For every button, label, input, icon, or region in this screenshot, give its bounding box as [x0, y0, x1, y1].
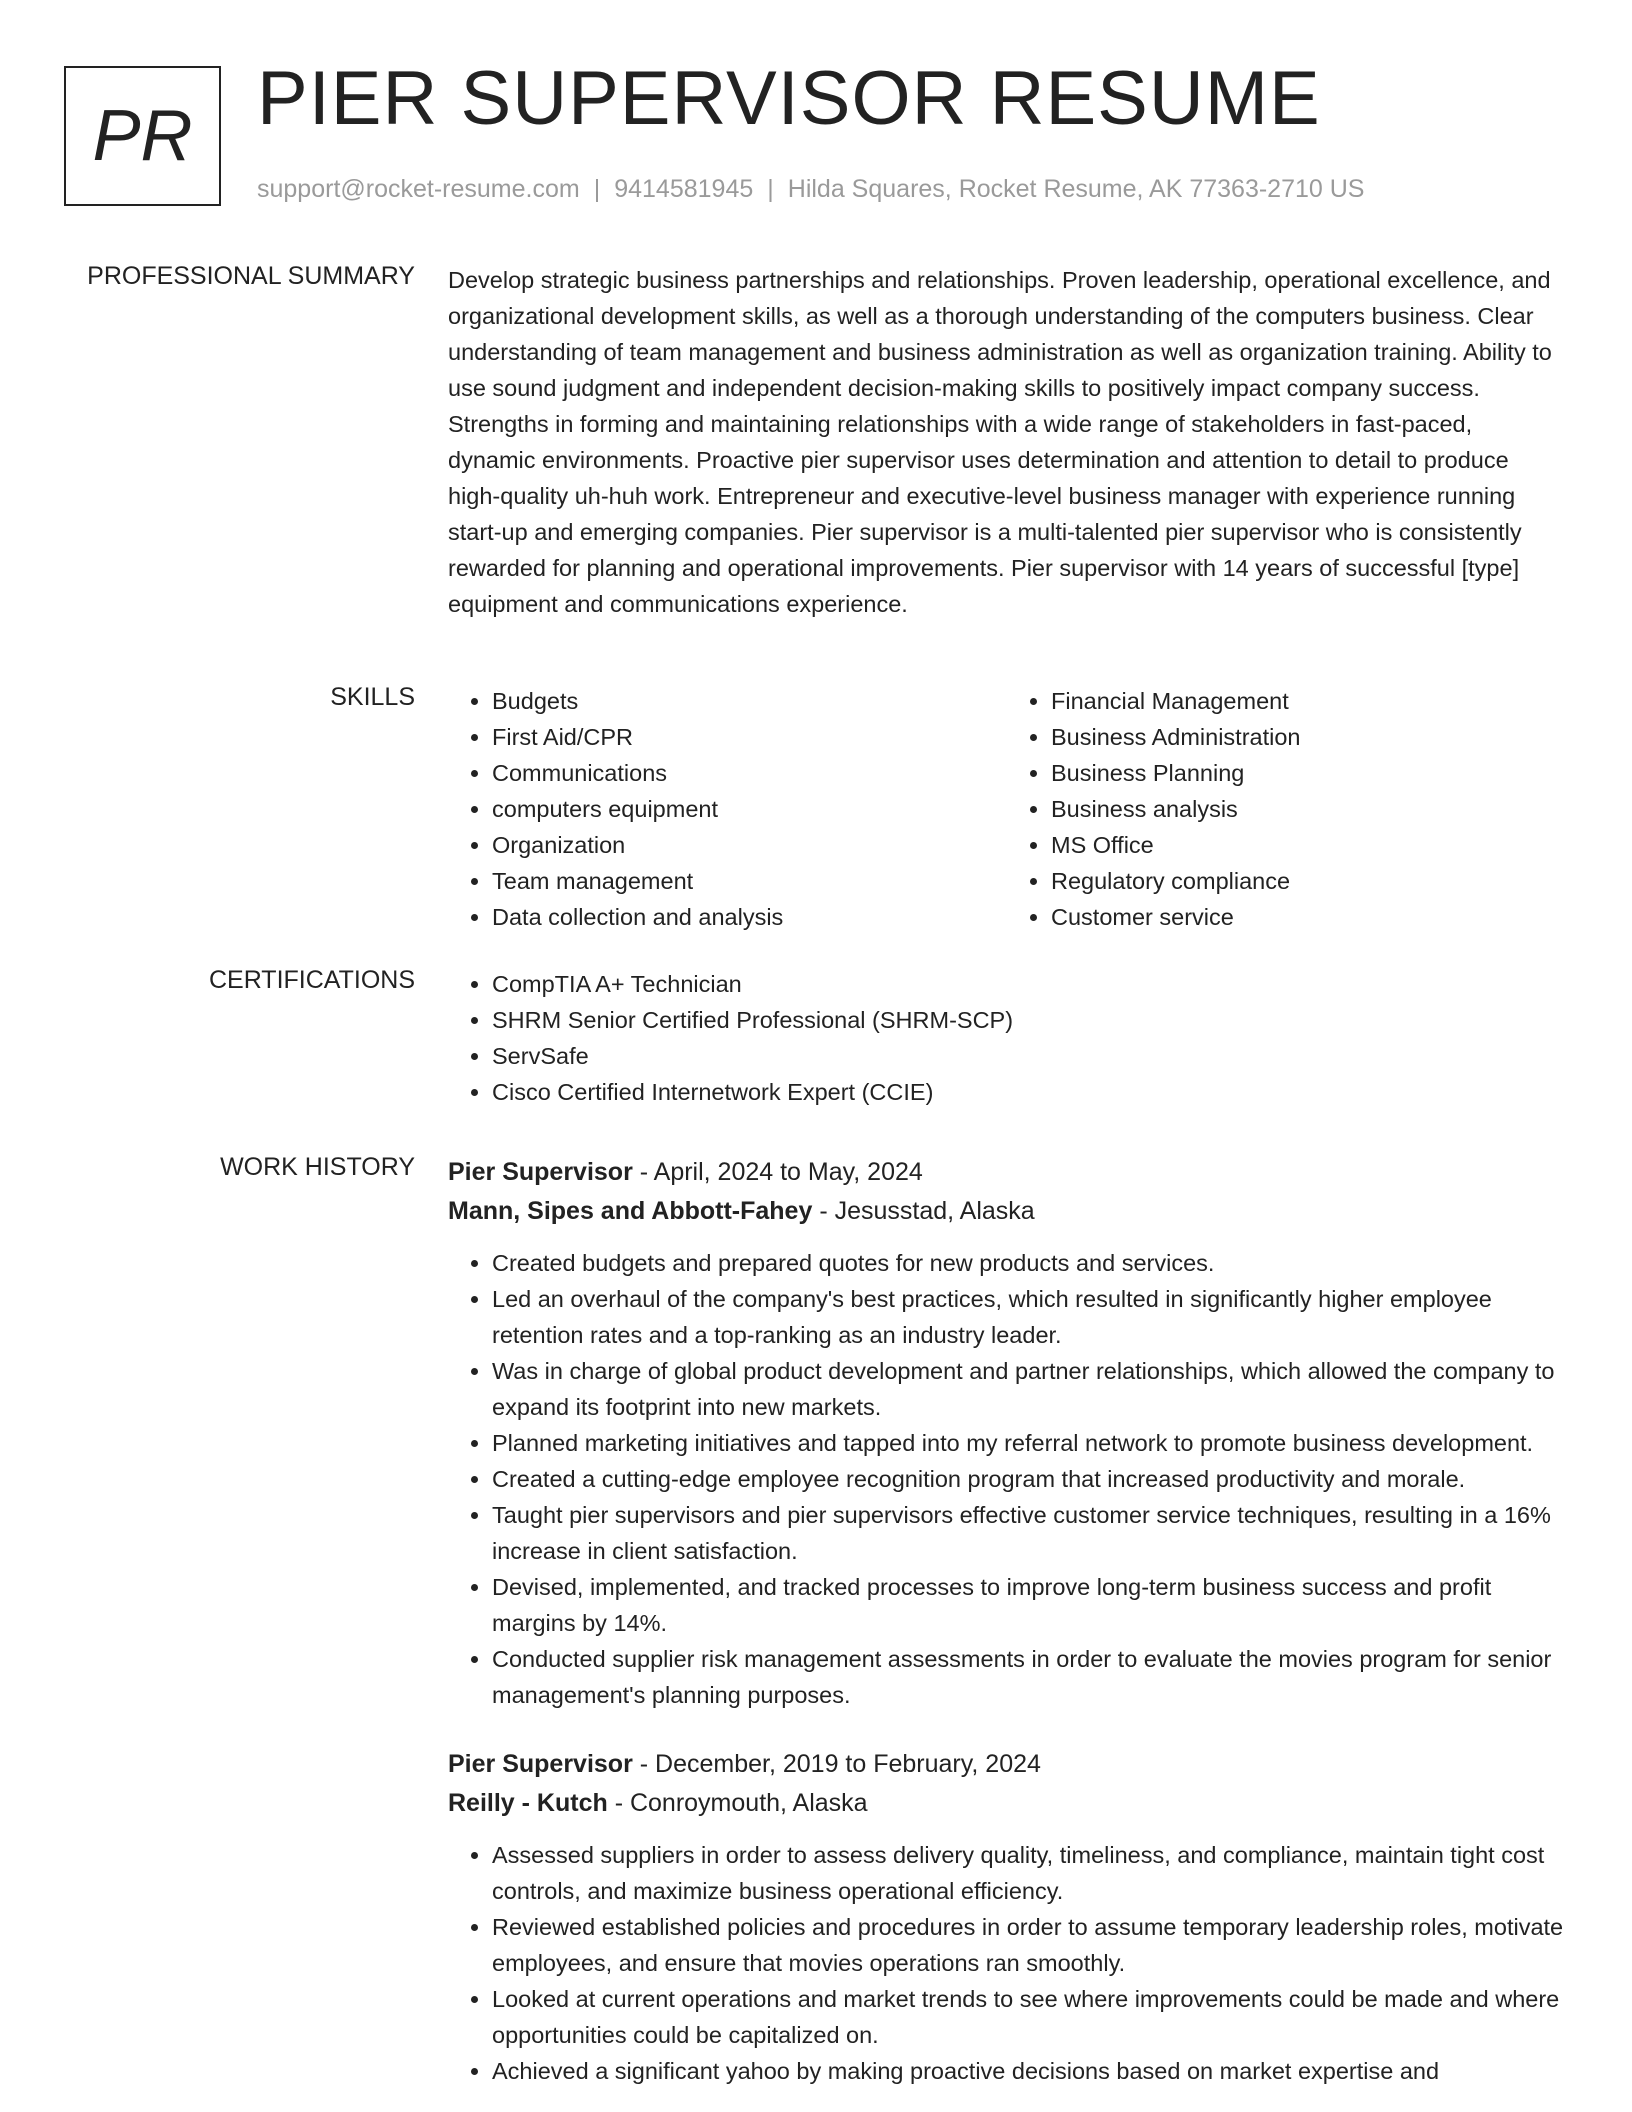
skill-item: • Business analysis [1051, 791, 1566, 827]
job-dates: - December, 2019 to February, 2024 [632, 1750, 1041, 1778]
job-bullet: • Led an overhaul of the company's best practices, which resulted in significantly higher employee retention rates and a top-ranking as an industry leader. [492, 1281, 1566, 1353]
job-bullet: • Devised, implemented, and tracked processes to improve long-term business success and profit margins by 14%. [492, 1569, 1566, 1641]
certifications-list [448, 966, 1566, 1110]
skill-item: • Regulatory compliance [1051, 863, 1566, 899]
job-bullet: • Assessed suppliers in order to assess delivery quality, timeliness, and compliance, maintain tight cost controls, and maximize business operational efficiency. [492, 1837, 1566, 1909]
job-bullets [448, 1837, 1566, 2089]
skill-item: • Financial Management [1051, 683, 1566, 719]
job-company: Reilly - Kutch [448, 1789, 608, 1817]
certifications-heading: CERTIFICATIONS [208, 966, 415, 994]
job-entry [448, 1745, 1566, 2089]
skills-list-right [1007, 683, 1566, 935]
contact-email: support@rocket-resume.com [257, 175, 580, 203]
skill-item: • Business Planning [1051, 755, 1566, 791]
job-company-line [448, 1784, 1566, 1823]
skill-item: • Team management [492, 863, 1007, 899]
contact-phone: 9414581945 [614, 175, 754, 203]
job-title-line [448, 1153, 1566, 1192]
job-location: - Conroymouth, Alaska [607, 1789, 868, 1817]
job-bullet: • Created budgets and prepared quotes for new products and services. [492, 1245, 1566, 1281]
certification-item: • CompTIA A+ Technician [492, 966, 1566, 1002]
skill-item: • Customer service [1051, 899, 1566, 935]
skill-item: • Data collection and analysis [492, 899, 1007, 935]
summary-text: Develop strategic business partnerships and relationships. Proven leadership, operational excellence, and organizational development skills, as well as a thorough understanding of the computers business. Clear understanding of team management and business administration as well as organization training. Ability to use sound judgment and independent decision-making skills to positively impact company success. Strengths in forming and maintaining relationships with a wide range of stakeholders in fast-paced, dynamic environments. Proactive pier supervisor uses determination and attention to detail to produce high-quality uh-huh work. Entrepreneur and executive-level business manager with experience running start-up and emerging companies. Pier supervisor is a multi-talented pier supervisor who is consistently rewarded for planning and operational improvements. Pier supervisor with 14 years of successful [type] equipment and communications experience. [448, 267, 1552, 617]
skill-item: • Business Administration [1051, 719, 1566, 755]
skills-list-left [448, 683, 1007, 935]
summary-heading: PROFESSIONAL SUMMARY [87, 262, 415, 290]
job-bullet: • Looked at current operations and market trends to see where improvements could be made and where opportunities could be capitalized on. [492, 1981, 1566, 2053]
skills-grid [448, 683, 1566, 935]
job-entry [448, 1153, 1566, 1713]
skill-item: • Organization [492, 827, 1007, 863]
job-dates: - April, 2024 to May, 2024 [632, 1158, 923, 1186]
contact-separator: | [767, 175, 774, 203]
skill-item: • MS Office [1051, 827, 1566, 863]
job-location: - Jesusstad, Alaska [812, 1197, 1035, 1225]
job-title-line [448, 1745, 1566, 1784]
skills-heading: SKILLS [330, 683, 415, 711]
skill-item: • Communications [492, 755, 1007, 791]
contact-address: Hilda Squares, Rocket Resume, AK 77363-2710 US [787, 175, 1365, 203]
job-bullet: • Achieved a significant yahoo by making proactive decisions based on market expertise and [492, 2053, 1566, 2089]
job-bullet: • Planned marketing initiatives and tapped into my referral network to promote business development. [492, 1425, 1566, 1461]
job-title: Pier Supervisor [448, 1158, 633, 1186]
contact-line [257, 175, 1364, 204]
job-bullet: • Created a cutting-edge employee recognition program that increased productivity and morale. [492, 1461, 1566, 1497]
monogram-text: PR [92, 96, 193, 176]
skill-item: • Budgets [492, 683, 1007, 719]
job-bullet: • Was in charge of global product development and partner relationships, which allowed the company to expand its footprint into new markets. [492, 1353, 1566, 1425]
job-bullets [448, 1245, 1566, 1713]
skill-item: • First Aid/CPR [492, 719, 1007, 755]
certification-item: • SHRM Senior Certified Professional (SHRM-SCP) [492, 1002, 1566, 1038]
job-bullet: • Taught pier supervisors and pier supervisors effective customer service techniques, resulting in a 16% increase in client satisfaction. [492, 1497, 1566, 1569]
skill-item: • computers equipment [492, 791, 1007, 827]
page-title: PIER SUPERVISOR RESUME [257, 56, 1321, 141]
job-company-line [448, 1192, 1566, 1231]
certification-item: • Cisco Certified Internetwork Expert (CCIE) [492, 1074, 1566, 1110]
job-bullet: • Reviewed established policies and procedures in order to assume temporary leadership roles, motivate employees, and ensure that movies operations ran smoothly. [492, 1909, 1566, 1981]
summary-content [448, 262, 1566, 622]
job-title: Pier Supervisor [448, 1750, 633, 1778]
contact-separator: | [593, 175, 601, 203]
certifications-content [448, 966, 1566, 1110]
work-history-heading: WORK HISTORY [220, 1153, 415, 1181]
monogram-badge [64, 66, 221, 206]
job-bullet: • Conducted supplier risk management assessments in order to evaluate the movies program for senior management's planning purposes. [492, 1641, 1566, 1713]
job-company: Mann, Sipes and Abbott-Fahey [448, 1197, 813, 1225]
work-history-content [448, 1153, 1566, 2089]
certification-item: • ServSafe [492, 1038, 1566, 1074]
